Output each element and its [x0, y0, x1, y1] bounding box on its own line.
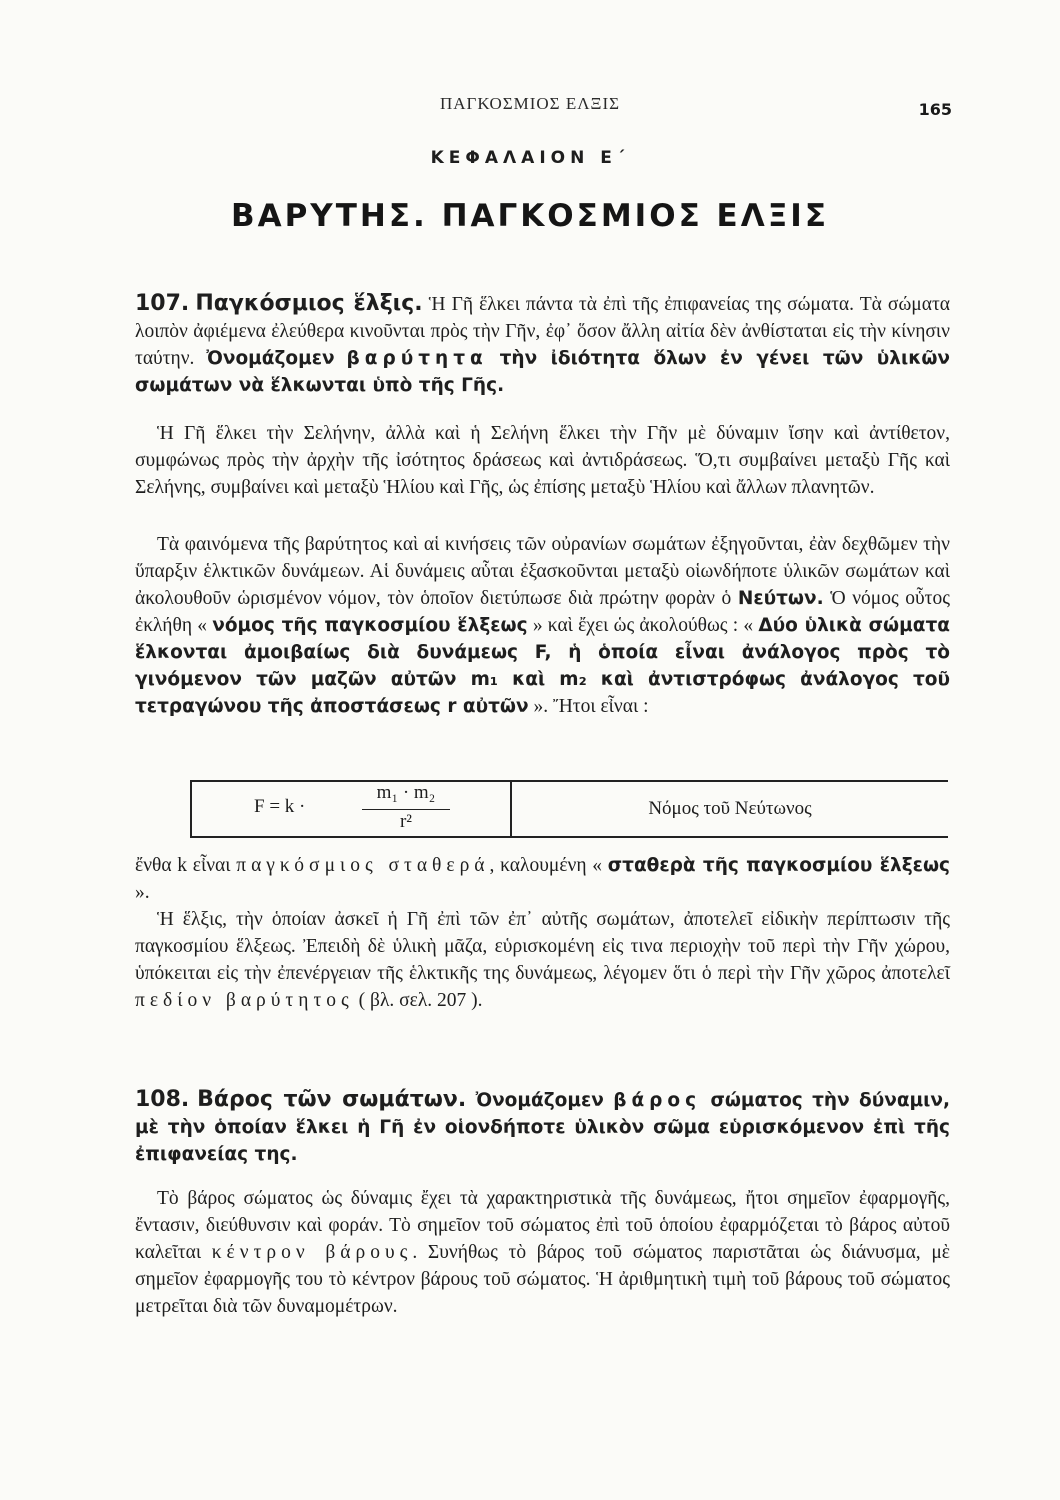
bold-law-statement: Δύο ὑλικὰ σώματα ἕλκονται ἀμοιβαίως διὰ δυνάμεως F, ἡ ὁποία εἶναι ἀνάλογος πρὸς τὸ γινόμενον τῶν μαζῶν αὐτῶν m₁ καὶ m₂ καὶ ἀντιστρόφως ἀνάλογος τοῦ τετραγώνου τῆς ἀποστάσεως r αὐτῶν	[135, 615, 950, 717]
paragraph-text: Ἡ Γῆ ἕλκει τὴν Σελήνην, ἀλλὰ καὶ ἡ Σελήνη ἕλκει τὴν Γῆν μὲ δύναμιν ἴσην καὶ ἀντίθετον, συμφώνως πρὸς τὴν ἀρχὴν τῆς ἰσότητος δράσεως καὶ ἀντιδράσεως. Ὅ,τι συμβαίνει μεταξὺ Γῆς καὶ Σελήνης, συμβαίνει καὶ μεταξὺ Ἡλίου καὶ Γῆς, ὡς ἐπίσης μεταξὺ Ἡλίου καὶ ἄλλων πλανητῶν.	[135, 423, 950, 498]
formula-cell	[192, 782, 512, 836]
section-title: Βάρος τῶν σωμάτων.	[197, 1087, 467, 1112]
bold-definition: τὴν ἰδιότητα ὅλων ἐν γένει τῶν ὑλικῶν σωμάτων νὰ ἕλκωνται ὑπὸ τῆς Γῆς.	[135, 348, 951, 396]
running-head: ΠΑΓΚΟΣΜΙΟΣ ΕΛΞΙΣ	[439, 94, 621, 113]
spaced-term: κέντρον βάρους	[211, 1242, 413, 1263]
section-number: 107.	[135, 291, 190, 316]
after-formula-text	[135, 852, 950, 1014]
bold-text: Ὀνομάζομεν	[466, 1090, 614, 1111]
text-run: ».	[135, 882, 150, 903]
formula-numerator: m₁ · m₂	[376, 782, 436, 803]
text-run: Τὸ βάρος σώματος ὡς δύναμις ἔχει τὰ χαρακτηριστικὰ τῆς δυνάμεως, ἤτοι σημεῖον ἐφαρμογῆς, ἔντασιν, διεύθυνσιν καὶ φοράν. Τὸ σημεῖον τοῦ σώματος ἐπὶ τοῦ ὁποίου ἐφαρμόζεται τὸ βάρος αὐτοῦ καλεῖται	[135, 1188, 950, 1263]
text-run: Τὰ φαινόμενα τῆς βαρύτητος καὶ αἱ κινήσεις τῶν οὐρανίων σωμάτων ἐξηγοῦνται, ἐὰν δεχθῶμεν τὴν ὕπαρξιν ἑλκτικῶν δυνάμεων. Αἱ δυνάμεις αὗται ἐξασκοῦνται μεταξὺ οἱωνδήποτε ὑλικῶν σωμάτων καὶ ἀκολουθοῦν ὡρισμένον νόμον, τὸν ὁποῖον διετύπωσε διὰ πρώτην φορὰν ὁ	[135, 534, 950, 609]
bold-text: Ὀνομάζομεν	[206, 348, 335, 369]
spaced-term: παγκόσμιος σταθερά	[236, 855, 490, 876]
section-title: Παγκόσμιος ἕλξις.	[195, 291, 423, 316]
chapter-label: ΚΕΦΑΛΑΙΟΝ Ε΄	[430, 148, 630, 168]
section-107-paragraph-1	[135, 290, 950, 399]
formula-label: Νόμος τοῦ Νεύτωνος	[648, 798, 812, 819]
section-108-paragraph-2	[135, 1185, 950, 1320]
section-107-paragraph-3	[135, 531, 950, 720]
section-107-paragraph-2	[135, 420, 950, 501]
formula-box	[190, 780, 948, 838]
text-run: Ὁ νόμος οὗτος ἐκλήθη «	[135, 588, 950, 636]
spaced-term: πεδίον βαρύτητος	[135, 990, 354, 1011]
chapter-title: ΒΑΡΥΤΗΣ. ΠΑΓΚΟΣΜΙΟΣ ΕΛΞΙΣ	[230, 198, 830, 234]
text-run: , καλουμένη «	[489, 855, 608, 876]
spaced-bold-term: βάρος	[613, 1090, 702, 1111]
fraction-bar	[362, 809, 450, 810]
formula-lhs: F = k ·	[254, 796, 306, 817]
text-run: ( βλ. σελ. 207 ).	[353, 990, 483, 1011]
text-run: Ἡ Γῆ ἕλκει πάντα τὰ ἐπὶ τῆς ἐπιφανείας της σώματα. Τὰ σώματα λοιπὸν ἀφιέμενα ἐλεύθερα κινοῦνται πρὸς τὴν Γῆν, ἐφ᾽ ὅσον ἄλλη αἰτία δὲν ἀνθίσταται εἰς τὴν κίνησιν ταύτην.	[135, 294, 950, 369]
text-run: . Συνήθως τὸ βάρος τοῦ σώματος παριστᾶται ὡς διάνυσμα, μὲ σημεῖον ἐφαρμογῆς του τὸ κέντρον βάρους τοῦ σώματος. Ἡ ἀριθμητικὴ τιμὴ τοῦ βάρους τοῦ σώματος μετρεῖται διὰ τῶν δυναμομέτρων.	[135, 1242, 950, 1317]
bold-law-name: νόμος τῆς παγκοσμίου ἕλξεως	[212, 615, 528, 636]
page-number: 165	[918, 100, 952, 119]
spaced-bold-term: βαρύτητα	[346, 348, 488, 369]
bold-name: Νεύτων.	[737, 588, 824, 609]
formula-denominator: r²	[399, 811, 413, 832]
section-number: 108.	[135, 1087, 190, 1112]
text-run: ». Ἤτοι εἶναι :	[528, 696, 649, 717]
text-run: » καὶ ἔχει ὡς ἀκολούθως : «	[527, 615, 759, 636]
text-run: ἔνθα k εἶναι	[135, 855, 237, 876]
bold-definition: σώματος τὴν δύναμιν, μὲ τὴν ὁποίαν ἕλκει ἡ Γῆ ἐν οἱονδήποτε ὑλικὸν σῶμα εὑρισκόμενον ἐπὶ τῆς ἐπιφανείας της.	[135, 1090, 950, 1165]
section-108-paragraph-1	[135, 1086, 950, 1168]
text-run: Ἡ ἕλξις, τὴν ὁποίαν ἀσκεῖ ἡ Γῆ ἐπὶ τῶν ἐπ᾽ αὐτῆς σωμάτων, ἀποτελεῖ εἰδικὴν περίπτωσιν τῆς παγκοσμίου ἕλξεως. Ἐπειδὴ δὲ ὑλικὴ μᾶζα, εὑρισκομένη εἰς τινα περιοχὴν τοῦ περὶ τὴν Γῆν χώρου, ὑπόκειται εἰς τὴν ἐπενέργειαν τῆς ἑλκτικῆς της δυνάμεως, λέγομεν ὅτι ὁ περὶ τὴν Γῆν χῶρος ἀποτελεῖ	[135, 909, 950, 984]
bold-term: σταθερὰ τῆς παγκοσμίου ἕλξεως	[607, 855, 950, 876]
